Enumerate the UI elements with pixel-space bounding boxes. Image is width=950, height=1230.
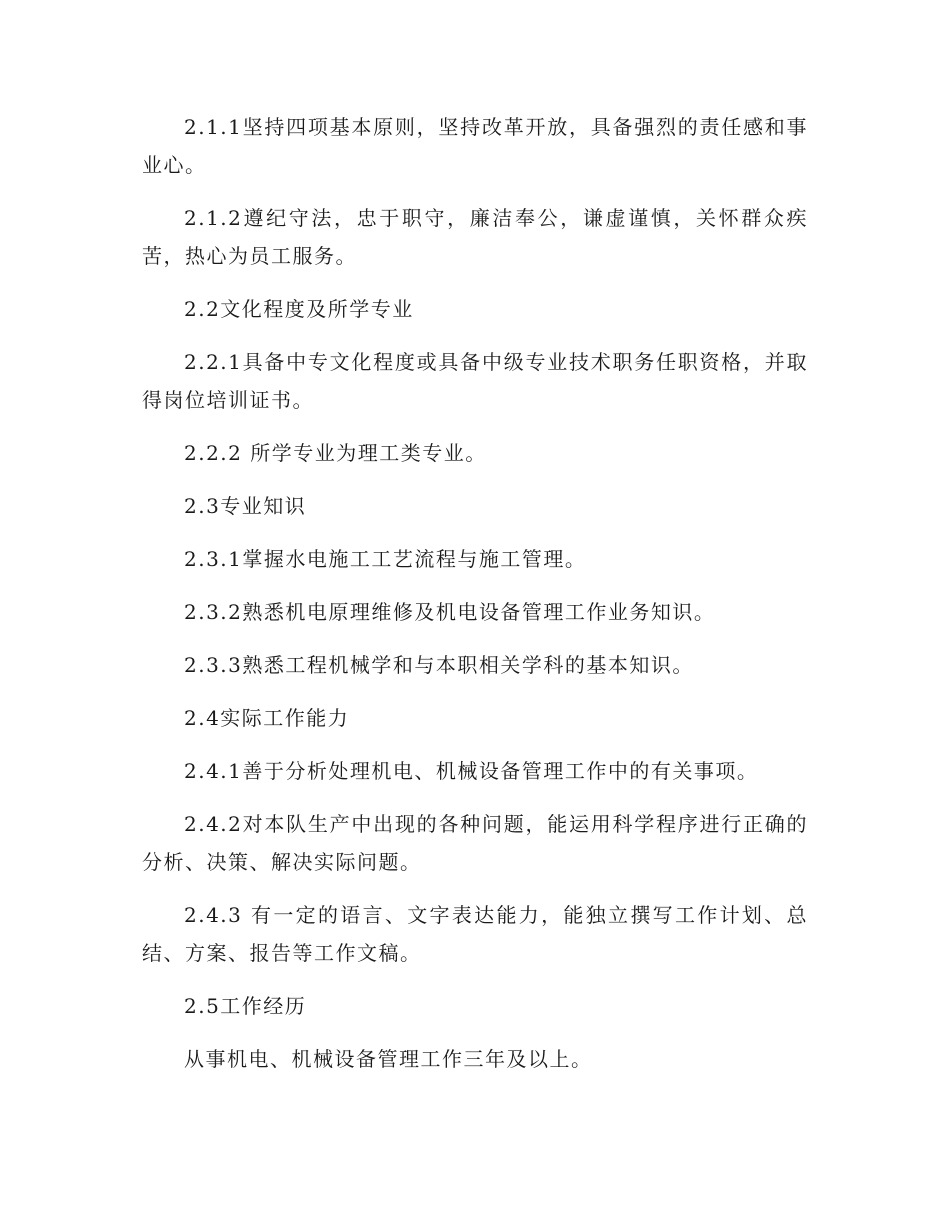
paragraph-2-2-2: 2.2.2 所学专业为理工类专业。 [184,441,487,465]
paragraph-2-4-1: 2.4.1善于分析处理机电、机械设备管理工作中的有关事项。 [184,759,759,783]
paragraph-2-1-1: 2.1.1坚持四项基本原则，坚持改革开放，具备强烈的责任感和事业心。 [142,115,808,177]
paragraph-2-4-3: 2.4.3 有一定的语言、文字表达能力，能独立撰写工作计划、总结、方案、报告等工作文稿。 [142,903,808,965]
paragraph-2-3-3: 2.3.3熟悉工程机械学和与本职相关学科的基本知识。 [184,653,694,677]
paragraph-2-3-2: 2.3.2熟悉机电原理维修及机电设备管理工作业务知识。 [184,600,716,624]
document-body [142,108,808,1093]
paragraph-2-4-2: 2.4.2对本队生产中出现的各种问题，能运用科学程序进行正确的分析、决策、解决实际问题。 [142,812,808,874]
section-heading-2-4: 2.4实际工作能力 [184,706,350,730]
paragraph-work-experience: 从事机电、机械设备管理工作三年及以上。 [184,1047,593,1071]
paragraph-2-1-2: 2.1.2遵纪守法，忠于职守，廉洁奉公，谦虚谨慎，关怀群众疾苦，热心为员工服务。 [142,206,808,268]
paragraph-2-2-1: 2.2.1具备中专文化程度或具备中级专业技术职务任职资格，并取得岗位培训证书。 [142,350,808,412]
section-heading-2-2: 2.2文化程度及所学专业 [184,297,414,321]
section-heading-2-3: 2.3专业知识 [184,494,307,518]
section-heading-2-5: 2.5工作经历 [184,994,307,1018]
paragraph-2-3-1: 2.3.1掌握水电施工工艺流程与施工管理。 [184,547,587,571]
